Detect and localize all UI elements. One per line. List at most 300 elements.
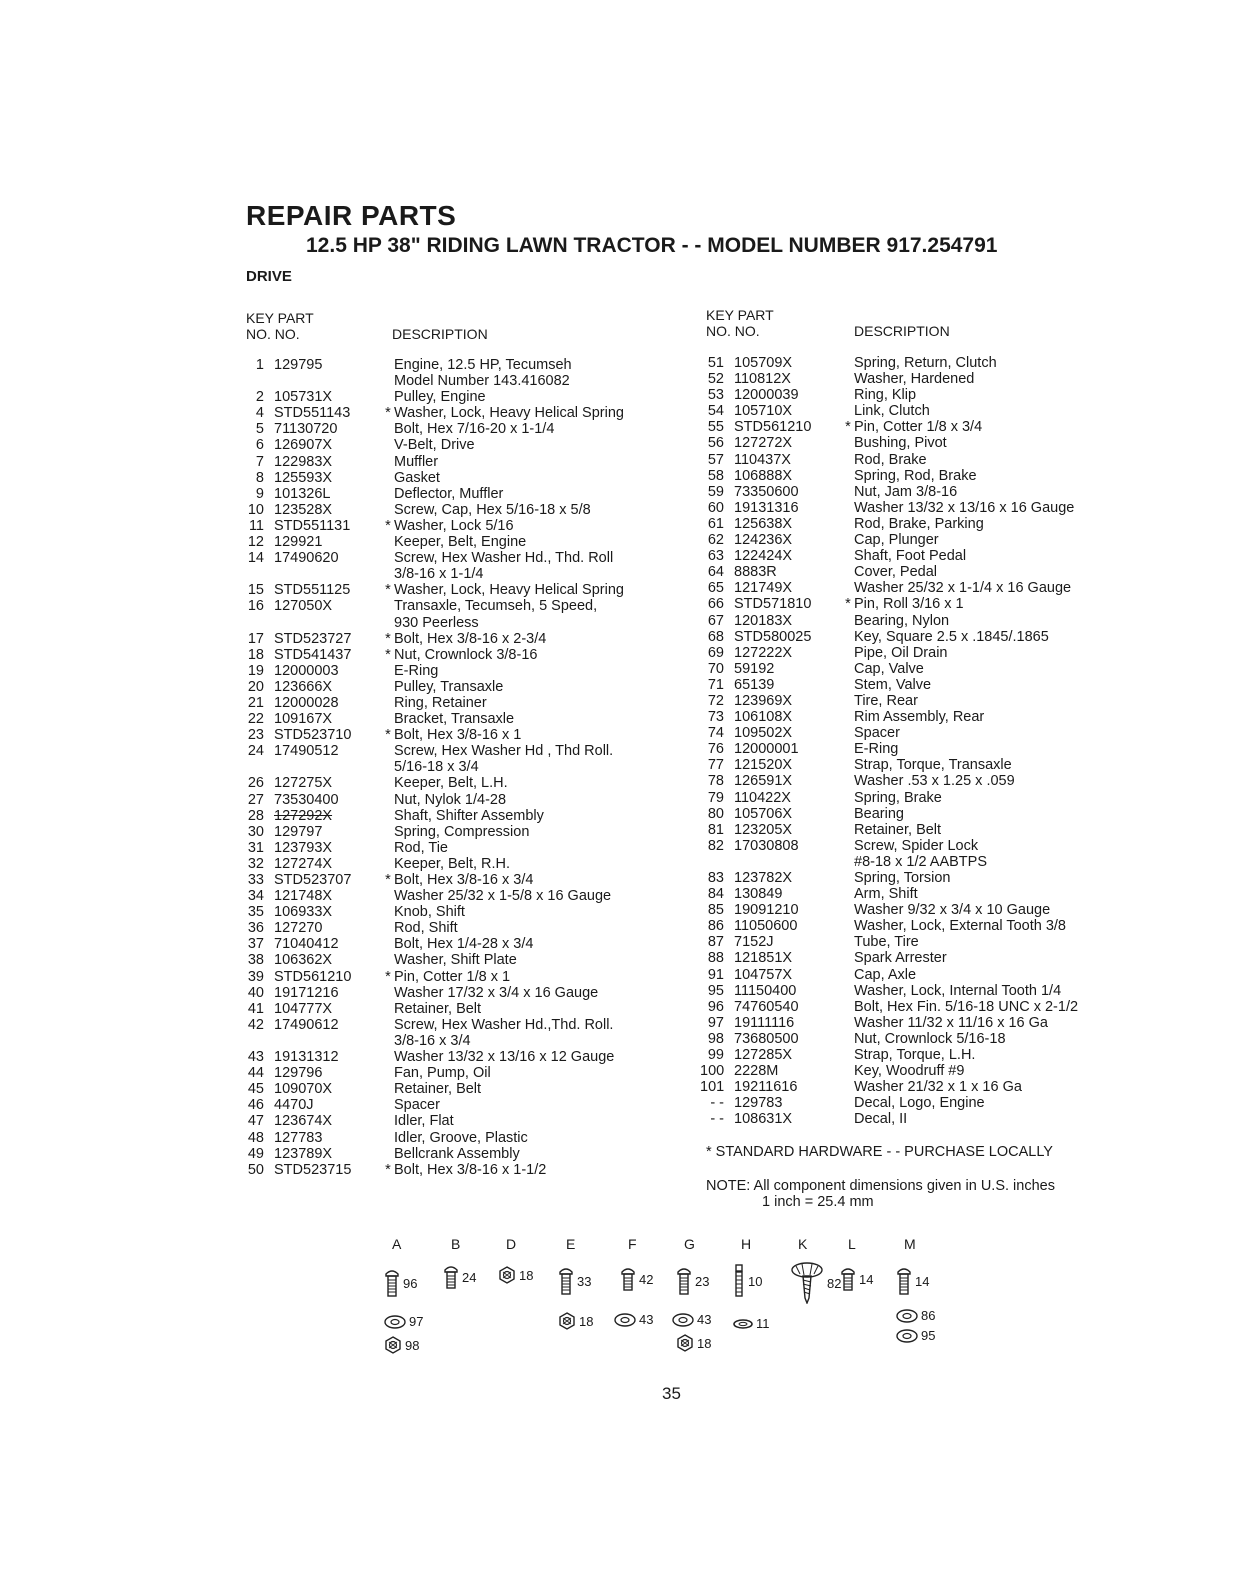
part-description: Washer 11/32 x 11/16 x 16 Ga <box>854 1014 1048 1031</box>
key-number: 1 <box>255 357 264 373</box>
hardware-group-letter: B <box>451 1236 461 1252</box>
part-description: Transaxle, Tecumseh, 5 Speed, <box>394 598 598 615</box>
part-row <box>700 484 1078 500</box>
key-number: 85 <box>707 902 724 919</box>
part-description: Ring, Retainer <box>394 694 487 711</box>
hardware-group-letter: A <box>392 1236 402 1252</box>
part-number: 110422X <box>734 789 791 806</box>
part-number: 121851X <box>734 950 793 967</box>
key-number: 73 <box>707 709 724 726</box>
part-description: Knob, Shift <box>394 904 465 921</box>
part-description: Keeper, Belt, Engine <box>394 534 527 551</box>
key-number: - - <box>710 1095 724 1112</box>
part-description: Washer, Shift Plate <box>394 952 517 969</box>
key-number: - - <box>710 1111 724 1128</box>
part-row <box>240 1065 624 1081</box>
part-row <box>700 838 1078 854</box>
part-row <box>240 1049 624 1065</box>
hardware-item <box>676 1334 711 1352</box>
part-description: Screw, Spider Lock <box>854 837 979 854</box>
key-number: 53 <box>707 387 724 404</box>
part-row <box>700 918 1078 934</box>
part-number: 126907X <box>274 437 333 454</box>
key-number: 76 <box>707 741 724 758</box>
part-row <box>240 357 624 373</box>
part-description: Cap, Axle <box>854 966 917 983</box>
part-number: 125638X <box>734 515 793 532</box>
key-number: 74 <box>707 725 724 742</box>
key-number: 14 <box>247 550 264 567</box>
part-description: Bushing, Pivot <box>854 435 947 452</box>
part-number: 110812X <box>734 371 791 388</box>
part-row <box>700 870 1078 886</box>
hardware-item <box>896 1328 935 1343</box>
key-no-label: NO. <box>706 323 731 339</box>
part-label: PART <box>737 307 774 323</box>
bolt-icon <box>896 1266 912 1296</box>
hardware-key-number: 10 <box>748 1273 763 1289</box>
part-row <box>700 773 1078 789</box>
part-number: 122983X <box>274 453 333 470</box>
key-number: 58 <box>707 467 724 484</box>
part-number: 19111116 <box>734 1014 795 1031</box>
key-number: 63 <box>707 548 724 565</box>
part-description: Spring, Return, Clutch <box>854 355 997 371</box>
part-description: Pipe, Oil Drain <box>854 644 948 661</box>
hardware-item <box>384 1268 417 1298</box>
part-row <box>240 389 624 405</box>
part-description: Shaft, Shifter Assembly <box>394 807 544 824</box>
part-description: Bearing, Nylon <box>854 612 950 629</box>
part-number: 11050600 <box>734 918 798 935</box>
key-number: 7 <box>255 453 264 470</box>
part-number: 106108X <box>734 709 793 726</box>
key-number: 32 <box>247 855 264 872</box>
washer-icon <box>384 1315 406 1329</box>
nut-icon <box>498 1266 516 1284</box>
key-number: 8 <box>255 469 264 486</box>
part-description: Pulley, Engine <box>394 389 486 406</box>
part-number: 73530400 <box>274 791 339 808</box>
part-description: Arm, Shift <box>854 886 918 903</box>
part-row <box>700 741 1078 757</box>
hardware-item <box>733 1316 770 1331</box>
part-row <box>240 775 624 791</box>
part-description: Pin, Cotter 1/8 x 1 <box>394 968 511 985</box>
nut-icon <box>558 1312 576 1330</box>
hardware-item <box>620 1266 653 1292</box>
part-description: Stem, Valve <box>854 676 932 693</box>
hardware-key-number: 24 <box>462 1269 477 1285</box>
part-description: Washer, Lock, Heavy Helical Spring <box>394 405 624 422</box>
part-row <box>240 888 624 904</box>
key-number: 35 <box>247 904 264 921</box>
part-row <box>700 886 1078 902</box>
key-number: 97 <box>707 1014 724 1031</box>
part-row <box>700 709 1078 725</box>
hardware-key-number: 33 <box>577 1273 592 1289</box>
part-description: Ring, Klip <box>854 387 917 404</box>
part-number: 19211616 <box>734 1079 798 1096</box>
part-description: Washer, Hardened <box>854 371 975 388</box>
part-number: 130849 <box>734 886 783 903</box>
part-description: Screw, Cap, Hex 5/16-18 x 5/8 <box>394 501 591 518</box>
part-row <box>700 934 1078 950</box>
key-label: KEY <box>706 307 734 323</box>
hardware-item <box>676 1266 709 1296</box>
part-row <box>240 840 624 856</box>
key-number: 100 <box>700 1063 725 1080</box>
part-number: STD523707 <box>274 872 352 888</box>
part-number: STD571810 <box>734 596 812 613</box>
key-number: 96 <box>707 998 724 1015</box>
part-row <box>240 727 624 743</box>
part-row <box>700 596 1078 612</box>
key-number: 43 <box>247 1049 264 1066</box>
part-number: 121520X <box>734 757 793 774</box>
part-number: 127285X <box>734 1047 793 1064</box>
key-number: 30 <box>247 823 264 840</box>
hardware-item <box>443 1264 476 1290</box>
part-description: Screw, Hex Washer Hd.,Thd. Roll. <box>394 1016 614 1033</box>
part-row <box>240 711 624 727</box>
part-number: 105710X <box>734 403 793 420</box>
part-row <box>240 550 624 566</box>
part-row <box>700 693 1078 709</box>
part-number: STD523727 <box>274 630 352 647</box>
part-number: STD551125 <box>274 582 351 599</box>
hardware-item <box>733 1264 762 1298</box>
part-row <box>240 824 624 840</box>
part-description: Keeper, Belt, L.H. <box>394 775 508 792</box>
key-number: 87 <box>707 934 724 951</box>
part-row <box>700 419 1078 435</box>
part-number: 123674X <box>274 1113 333 1130</box>
part-number: 19171216 <box>274 984 339 1001</box>
key-number: 11 <box>248 517 264 534</box>
part-row <box>240 598 624 614</box>
part-description: Washer, Lock 5/16 <box>394 517 514 534</box>
part-no-label: NO. <box>734 323 760 339</box>
part-row <box>700 790 1078 806</box>
hardware-key-number: 43 <box>697 1312 712 1327</box>
part-number: 127783 <box>274 1129 323 1146</box>
key-number: 67 <box>707 612 724 629</box>
standard-hardware-marker: * <box>385 646 391 663</box>
lockwasher-icon <box>733 1319 753 1329</box>
bolt-icon <box>558 1266 574 1296</box>
part-number: 104757X <box>734 966 793 983</box>
left-parts-list <box>240 357 624 1178</box>
part-number: 19131312 <box>274 1049 339 1066</box>
key-number: 39 <box>247 968 264 985</box>
key-number: 56 <box>707 435 724 452</box>
part-description: Nut, Crownlock 5/16-18 <box>854 1030 1006 1047</box>
part-row <box>700 580 1078 596</box>
key-number: 15 <box>247 582 264 599</box>
hardware-key-number: 14 <box>915 1273 930 1289</box>
hardware-item <box>896 1266 929 1296</box>
part-description: Spring, Compression <box>394 823 530 840</box>
hardware-key-number: 97 <box>409 1314 424 1329</box>
key-number: 69 <box>707 644 724 661</box>
part-row <box>240 679 624 695</box>
hardware-key-number: 23 <box>695 1273 710 1289</box>
part-row <box>240 1162 624 1178</box>
washer-icon <box>896 1329 918 1343</box>
part-description-continued: 5/16-18 x 3/4 <box>394 759 479 776</box>
part-description: Pin, Roll 3/16 x 1 <box>854 596 964 613</box>
part-description: Muffler <box>394 453 439 470</box>
standard-hardware-marker: * <box>385 517 391 534</box>
key-no-label: NO. <box>246 326 271 342</box>
right-description-header: DESCRIPTION <box>854 323 950 339</box>
key-number: 26 <box>247 775 264 792</box>
part-number: STD580025 <box>734 628 812 645</box>
part-description: Spacer <box>394 1097 440 1114</box>
key-number: 20 <box>247 678 264 695</box>
nut-icon <box>384 1336 402 1354</box>
key-number: 6 <box>255 437 264 454</box>
key-number: 95 <box>707 982 724 999</box>
part-number: 11150400 <box>734 982 797 999</box>
key-number: 88 <box>707 950 724 967</box>
key-number: 21 <box>247 694 264 711</box>
hardware-item <box>384 1336 419 1354</box>
part-description: Bellcrank Assembly <box>394 1145 520 1162</box>
part-description: Strap, Torque, L.H. <box>854 1047 976 1064</box>
part-number: 122424X <box>734 548 793 565</box>
part-description: Washer 9/32 x 3/4 x 10 Gauge <box>854 902 1051 919</box>
part-number: STD551131 <box>274 517 351 534</box>
hardware-key-number: 42 <box>639 1271 654 1287</box>
part-row <box>240 808 624 824</box>
part-number: 12000001 <box>734 741 799 758</box>
hardware-group-letter: F <box>628 1236 637 1252</box>
hardware-group-letter: E <box>566 1236 576 1252</box>
key-number: 82 <box>707 837 724 854</box>
part-number: 106888X <box>734 467 793 484</box>
washer-icon <box>672 1313 694 1327</box>
standard-hardware-marker: * <box>845 419 851 436</box>
part-row <box>240 1017 624 1033</box>
part-row <box>240 856 624 872</box>
hardware-key-number: 95 <box>921 1328 936 1343</box>
conversion-note: 1 inch = 25.4 mm <box>762 1194 874 1210</box>
part-row <box>240 470 624 486</box>
part-row <box>700 468 1078 484</box>
part-description: Screw, Hex Washer Hd., Thd. Roll <box>394 550 614 567</box>
part-number: 17490512 <box>274 743 339 760</box>
part-description: Washer .53 x 1.25 x .059 <box>854 773 1015 790</box>
part-row <box>700 983 1078 999</box>
part-row <box>240 502 624 518</box>
key-number: 17 <box>247 630 264 647</box>
part-description: Bolt, Hex 1/4-28 x 3/4 <box>394 936 534 953</box>
part-description: Decal, II <box>854 1111 908 1128</box>
part-number: 4470J <box>274 1097 314 1114</box>
part-number: 106362X <box>274 952 333 969</box>
part-number: 110437X <box>734 451 791 468</box>
part-number: 109167X <box>274 711 333 728</box>
part-row <box>240 936 624 952</box>
part-description: Washer, Lock, Heavy Helical Spring <box>394 582 624 599</box>
part-row <box>240 985 624 1001</box>
key-number: 40 <box>247 984 264 1001</box>
key-number: 72 <box>707 692 724 709</box>
key-number: 65 <box>707 580 724 597</box>
key-number: 38 <box>247 952 264 969</box>
part-number: 12000039 <box>734 387 799 404</box>
hardware-group-letter: K <box>798 1236 808 1252</box>
part-no-label: NO. <box>274 326 300 342</box>
key-number: 16 <box>247 598 264 615</box>
key-number: 83 <box>707 870 724 886</box>
key-number: 42 <box>247 1016 264 1033</box>
part-number: 127270 <box>274 920 323 937</box>
key-number: 22 <box>247 711 264 728</box>
key-number: 99 <box>707 1047 724 1064</box>
key-number: 57 <box>707 451 724 468</box>
key-number: 59 <box>707 483 724 500</box>
key-number: 33 <box>247 872 264 888</box>
key-number: 10 <box>247 501 264 518</box>
hardware-group-letter: M <box>904 1236 916 1252</box>
part-number: 127272X <box>734 435 793 452</box>
part-number: 73350600 <box>734 483 799 500</box>
part-description-continued: Model Number 143.416082 <box>394 373 570 390</box>
part-description: Decal, Logo, Engine <box>854 1095 985 1112</box>
part-description: Washer 25/32 x 1-1/4 x 16 Gauge <box>854 580 1072 597</box>
part-description: Fan, Pump, Oil <box>394 1065 491 1082</box>
part-description: Washer, Lock, Internal Tooth 1/4 <box>854 982 1062 999</box>
key-number: 84 <box>707 886 724 903</box>
part-description: Rod, Brake <box>854 451 927 468</box>
part-description: Nut, Jam 3/8-16 <box>854 483 958 500</box>
standard-hardware-marker: * <box>385 405 391 422</box>
part-row <box>700 387 1078 403</box>
part-description: Spring, Torsion <box>854 870 951 886</box>
part-row <box>700 725 1078 741</box>
key-number: 60 <box>707 499 724 516</box>
part-description: Strap, Torque, Transaxle <box>854 757 1012 774</box>
part-number: 8883R <box>734 564 777 581</box>
part-description: Key, Square 2.5 x .1845/.1865 <box>854 628 1049 645</box>
key-number: 12 <box>247 534 264 551</box>
washer-icon <box>614 1313 636 1327</box>
part-row <box>700 967 1078 983</box>
part-description: Screw, Hex Washer Hd , Thd Roll. <box>394 743 614 760</box>
hardware-key-number: 98 <box>405 1337 420 1353</box>
key-number: 62 <box>707 532 724 549</box>
bolt-short-icon <box>620 1266 636 1292</box>
part-number: 127222X <box>734 644 793 661</box>
standard-hardware-marker: * <box>385 582 391 599</box>
hardware-item <box>790 1262 841 1304</box>
part-description: Bolt, Hex Fin. 5/16-18 UNC x 2-1/2 <box>854 998 1079 1015</box>
part-row <box>700 629 1078 645</box>
key-number: 31 <box>247 839 264 856</box>
part-row <box>700 645 1078 661</box>
part-number: 108631X <box>734 1111 793 1128</box>
part-description: Engine, 12.5 HP, Tecumseh <box>394 357 572 373</box>
part-row <box>240 920 624 936</box>
key-number: 36 <box>247 920 264 937</box>
bolt-icon <box>676 1266 692 1296</box>
key-number: 78 <box>707 773 724 790</box>
part-row <box>240 695 624 711</box>
key-number: 9 <box>255 485 264 502</box>
part-row <box>700 999 1078 1015</box>
part-number: 123666X <box>274 678 333 695</box>
key-number: 81 <box>707 821 724 838</box>
part-number: 129795 <box>274 357 323 373</box>
key-number: 5 <box>255 421 264 438</box>
part-description: Washer 21/32 x 1 x 16 Ga <box>854 1079 1022 1096</box>
standard-hardware-marker: * <box>385 630 391 647</box>
part-description: Washer 13/32 x 13/16 x 16 Gauge <box>854 499 1075 516</box>
hardware-item <box>558 1266 591 1296</box>
part-number: 121748X <box>274 888 333 905</box>
part-description: E-Ring <box>394 662 439 679</box>
part-number: 124236X <box>734 532 793 549</box>
hardware-item <box>896 1308 935 1323</box>
part-description: Nut, Nylok 1/4-28 <box>394 791 507 808</box>
hardware-group-letter: D <box>506 1236 517 1252</box>
bolt-icon <box>384 1268 400 1298</box>
key-number: 79 <box>707 789 724 806</box>
left-key-header <box>246 310 314 342</box>
part-number: 19091210 <box>734 902 799 919</box>
part-number: 127275X <box>274 775 333 792</box>
dimensions-note: NOTE: All component dimensions given in U.S. inches <box>706 1178 1055 1194</box>
part-number: 123969X <box>734 692 793 709</box>
part-row <box>700 1111 1078 1127</box>
part-description: Tube, Tire <box>854 934 919 951</box>
part-number: 129921 <box>274 534 323 551</box>
part-row <box>700 435 1078 451</box>
part-number: 2228M <box>734 1063 779 1080</box>
part-row <box>700 532 1078 548</box>
part-number: 123205X <box>734 821 793 838</box>
key-number: 55 <box>707 419 724 436</box>
part-number: 127274X <box>274 855 333 872</box>
part-row <box>700 950 1078 966</box>
part-row <box>700 355 1078 371</box>
hardware-item <box>558 1312 593 1330</box>
part-row <box>700 1031 1078 1047</box>
key-number: 44 <box>247 1065 264 1082</box>
standard-hardware-marker: * <box>385 872 391 888</box>
part-description: Bolt, Hex 3/8-16 x 2-3/4 <box>394 630 547 647</box>
part-row <box>240 486 624 502</box>
part-row <box>240 1146 624 1162</box>
part-description: Gasket <box>394 469 440 486</box>
part-number: 101326L <box>274 485 331 502</box>
part-description-continued: 3/8-16 x 1-1/4 <box>394 566 484 583</box>
key-number: 27 <box>247 791 264 808</box>
part-row <box>240 872 624 888</box>
part-number: 129796 <box>274 1065 323 1082</box>
part-description: Spark Arrester <box>854 950 947 967</box>
part-row <box>700 902 1078 918</box>
part-number: 123789X <box>274 1145 333 1162</box>
part-number: 105731X <box>274 389 333 406</box>
part-description: Bearing <box>854 805 904 822</box>
key-number: 23 <box>247 727 264 744</box>
key-number: 86 <box>707 918 724 935</box>
part-description: Spacer <box>854 725 900 742</box>
